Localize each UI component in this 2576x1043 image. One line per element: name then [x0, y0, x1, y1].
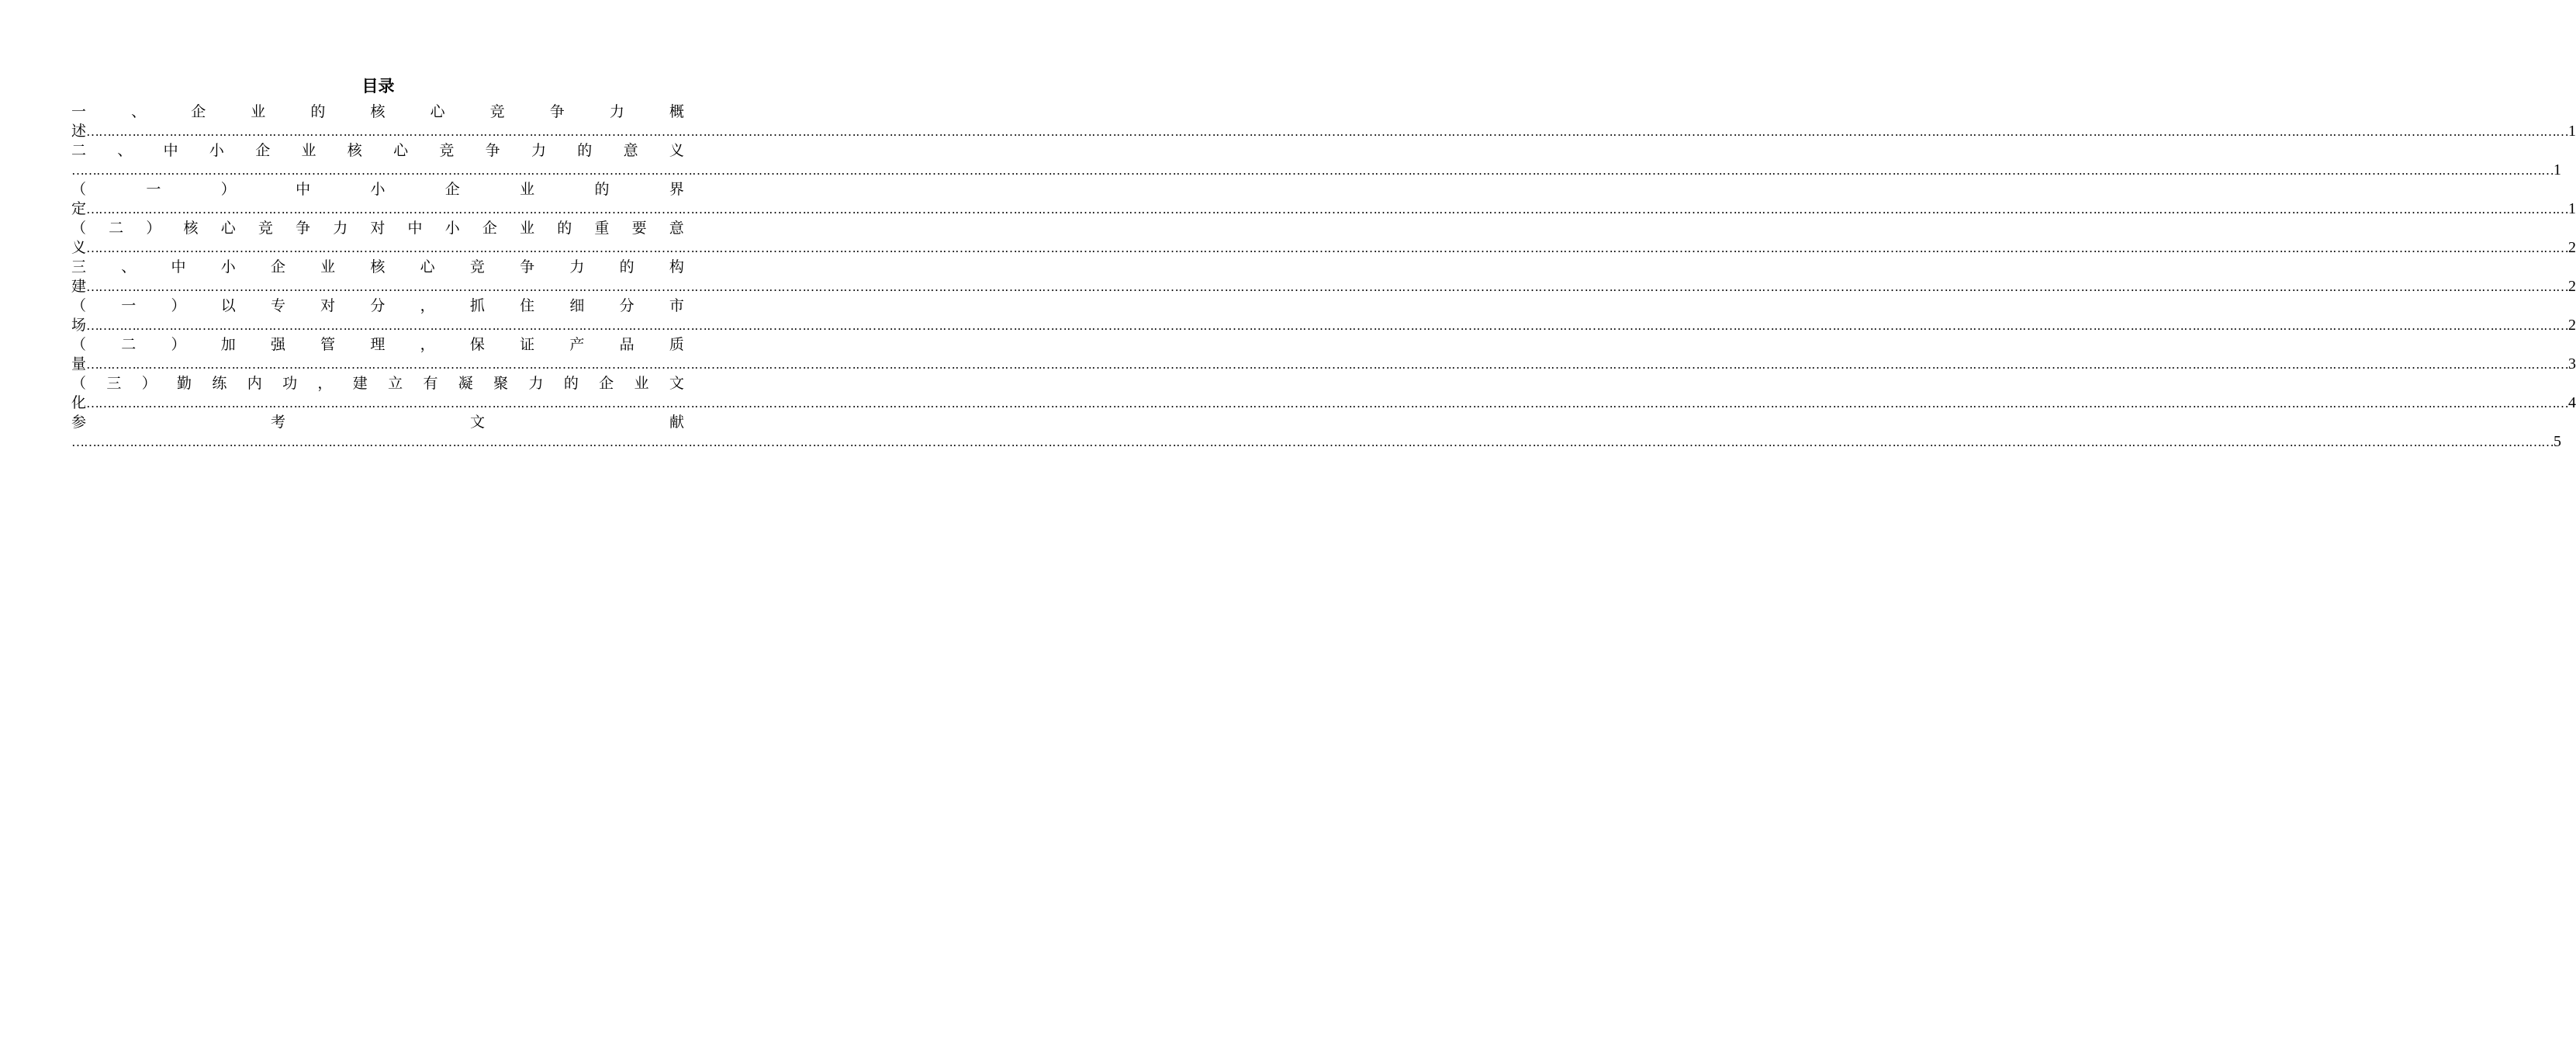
toc-heading-char: ， — [420, 297, 435, 314]
toc-heading-char: 力 — [528, 375, 544, 392]
toc-entry-heading — [71, 374, 684, 393]
toc-heading-char: 立 — [388, 375, 403, 392]
toc-heading-char: 质 — [669, 336, 684, 353]
toc-heading-char: 心 — [220, 220, 236, 237]
toc-heading-char: 的 — [577, 142, 593, 159]
toc-heading-char: 对 — [320, 297, 336, 314]
toc-heading-char: 的 — [563, 375, 579, 392]
toc-entry-leader-line — [71, 199, 2576, 219]
toc-page-number: 4 — [2568, 394, 2576, 411]
toc-heading-char: 有 — [423, 375, 438, 392]
toc-heading-char: 意 — [623, 142, 638, 159]
toc-heading-char: 考 — [270, 414, 285, 431]
toc-entry[interactable] — [71, 413, 2561, 452]
dot-leader: …………………………………………………………………………………………………………………………………………………………………………………………………………………………………………………………………………………………………………………………………………………………………………………………………………………………………………………………………………………………………………………………………………………… — [86, 396, 2569, 411]
toc-heading-char: 产 — [569, 336, 585, 353]
toc-entry-heading — [71, 219, 684, 238]
toc-heading-char: ） — [171, 336, 186, 353]
toc-entry-leader-line — [71, 355, 2576, 374]
toc-entry-leader-line — [71, 238, 2576, 258]
toc-heading-char: （ — [71, 336, 87, 353]
toc-heading-char: （ — [71, 181, 87, 198]
toc-heading-char: 品 — [619, 336, 634, 353]
toc-heading-char: 功 — [282, 375, 298, 392]
toc-heading-char: （ — [71, 297, 87, 314]
toc-entry-leader-line — [71, 432, 2561, 452]
toc-entry-heading — [71, 296, 684, 316]
toc-heading-char: （ — [71, 375, 87, 392]
toc-heading-char: 力 — [333, 220, 348, 237]
toc-heading-continuation: 化 — [71, 394, 87, 411]
dot-leader: …………………………………………………………………………………………………………………………………………………………………………………………………………………………………………………………………………………………………………………………………………………………………………………………………………………………………………………………………………………………………………………………………………………… — [86, 241, 2569, 255]
toc-heading-char: 业 — [320, 258, 336, 275]
toc-heading-char: 勤 — [177, 375, 192, 392]
toc-heading-char: 竞 — [439, 142, 455, 159]
toc-heading-char: 企 — [482, 220, 497, 237]
toc-entry[interactable] — [71, 374, 2576, 413]
toc-heading-char: 竞 — [469, 258, 485, 275]
toc-heading-char: 一 — [121, 297, 137, 314]
toc-heading-char: 二 — [71, 142, 87, 159]
toc-page-number: 1 — [2568, 200, 2576, 217]
toc-heading-continuation: 述 — [71, 123, 87, 140]
toc-heading-char: 业 — [520, 181, 535, 198]
dot-leader: …………………………………………………………………………………………………………………………………………………………………………………………………………………………………………………………………………………………………………………………………………………………………………………………………………………………………………………………………………………………………………………………………………………… — [86, 202, 2569, 217]
toc-heading-char: 义 — [669, 142, 684, 159]
toc-heading-char: 小 — [444, 220, 460, 237]
toc-heading-char: 理 — [370, 336, 386, 353]
toc-heading-char: 竞 — [258, 220, 273, 237]
dot-leader: …………………………………………………………………………………………………………………………………………………………………………………………………………………………………………………………………………………………………………………………………………………………………………………………………………………………………………………………………………………………………………………………………………………… — [86, 279, 2569, 294]
toc-heading-char: ） — [220, 181, 236, 198]
toc-heading-char: 业 — [634, 375, 649, 392]
toc-title: 目录 — [361, 77, 395, 95]
toc-heading-char: 界 — [669, 181, 684, 198]
toc-entry-heading — [71, 413, 684, 432]
toc-heading-char: 心 — [393, 142, 409, 159]
toc-heading-char: 的 — [310, 103, 326, 120]
toc-heading-char: 保 — [469, 336, 485, 353]
toc-heading-char: 管 — [320, 336, 336, 353]
toc-entry-leader-line — [71, 316, 2576, 335]
toc-heading-char: 争 — [485, 142, 500, 159]
toc-heading-char: 中 — [407, 220, 423, 237]
dot-leader: …………………………………………………………………………………………………………………………………………………………………………………………………………………………………………………………………………………………………………………………………………………………………………………………………………………………………………………………………………………………………………………………………………………… — [71, 435, 2554, 449]
toc-heading-char: 以 — [220, 297, 236, 314]
toc-heading-char: 、 — [131, 103, 147, 120]
toc-heading-char: 分 — [619, 297, 634, 314]
toc-entry[interactable] — [71, 258, 2576, 296]
dot-leader: …………………………………………………………………………………………………………………………………………………………………………………………………………………………………………………………………………………………………………………………………………………………………………………………………………………………………………………………………………………………………………………………………………………… — [86, 124, 2569, 139]
toc-heading-char: 构 — [669, 258, 684, 275]
toc-heading-char: 核 — [347, 142, 362, 159]
toc-entry[interactable] — [71, 296, 2576, 335]
toc-heading-char: 核 — [183, 220, 199, 237]
toc-heading-char: ） — [146, 220, 161, 237]
dot-leader: …………………………………………………………………………………………………………………………………………………………………………………………………………………………………………………………………………………………………………………………………………………………………………………………………………………………………………………………………………………………………………………………………………………… — [86, 357, 2569, 372]
toc-heading-char: 的 — [557, 220, 572, 237]
toc-page-number: 5 — [2554, 433, 2561, 450]
toc-heading-char: 文 — [469, 414, 485, 431]
toc-heading-char: 二 — [109, 220, 124, 237]
toc-entry-heading — [71, 102, 684, 122]
toc-heading-char: 对 — [370, 220, 386, 237]
toc-entry-heading — [71, 335, 684, 355]
toc-page-number: 1 — [2554, 161, 2561, 178]
toc-heading-char: 争 — [520, 258, 535, 275]
toc-heading-char: 一 — [71, 103, 87, 120]
toc-entry[interactable] — [71, 335, 2576, 374]
toc-entry-leader-line — [71, 277, 2576, 296]
toc-heading-char: 抓 — [469, 297, 485, 314]
toc-heading-char: 、 — [117, 142, 133, 159]
toc-entry-heading — [71, 141, 684, 161]
toc-heading-char: 练 — [212, 375, 227, 392]
toc-heading-continuation: 建 — [71, 278, 87, 295]
toc-heading-char: 强 — [270, 336, 285, 353]
toc-heading-char: ， — [317, 375, 333, 392]
toc-entry[interactable] — [71, 219, 2576, 258]
toc-heading-char: 业 — [520, 220, 535, 237]
toc-heading-char: ） — [171, 297, 186, 314]
toc-heading-char: ， — [420, 336, 435, 353]
toc-page-number: 2 — [2568, 239, 2576, 256]
toc-heading-char: 加 — [220, 336, 236, 353]
toc-heading-continuation: 定 — [71, 200, 87, 217]
toc-heading-char: 三 — [106, 375, 122, 392]
toc-page-number: 2 — [2568, 317, 2576, 334]
toc-heading-char: 中 — [163, 142, 178, 159]
toc-heading-char: 小 — [220, 258, 236, 275]
toc-heading-char: 企 — [270, 258, 285, 275]
toc-entry[interactable] — [71, 141, 2561, 180]
toc-heading-continuation: 义 — [71, 239, 87, 256]
toc-heading-char: 一 — [146, 181, 161, 198]
dot-leader: …………………………………………………………………………………………………………………………………………………………………………………………………………………………………………………………………………………………………………………………………………………………………………………………………………………………………………………………………………………………………………………………………………………… — [86, 318, 2569, 333]
toc-heading-char: 概 — [669, 103, 684, 120]
toc-heading-char: 企 — [191, 103, 206, 120]
toc-heading-char: （ — [71, 220, 87, 237]
toc-heading-char: 竞 — [489, 103, 505, 120]
toc-page-number: 1 — [2568, 123, 2576, 140]
toc-heading-char: 企 — [599, 375, 614, 392]
toc-page-number: 3 — [2568, 355, 2576, 372]
toc-heading-char: 中 — [171, 258, 186, 275]
toc-entry-leader-line — [71, 161, 2561, 180]
toc-heading-char: 住 — [520, 297, 535, 314]
toc-entry[interactable] — [71, 102, 2576, 141]
toc-heading-char: 三 — [71, 258, 87, 275]
toc-heading-char: 意 — [669, 220, 684, 237]
toc-heading-char: 核 — [370, 258, 386, 275]
toc-heading-char: 凝 — [458, 375, 473, 392]
toc-heading-char: 市 — [669, 297, 684, 314]
toc-heading-char: 文 — [669, 375, 684, 392]
toc-heading-char: 企 — [255, 142, 271, 159]
toc-heading-char: 力 — [609, 103, 624, 120]
toc-entry-leader-line — [71, 122, 2576, 141]
toc-heading-char: 细 — [569, 297, 585, 314]
toc-heading-char: 中 — [296, 181, 311, 198]
toc-heading-continuation: 场 — [71, 317, 87, 334]
toc-heading-char: 证 — [520, 336, 535, 353]
toc-heading-char: 业 — [251, 103, 266, 120]
toc-heading-continuation: 量 — [71, 355, 87, 372]
toc-heading-char: 的 — [594, 181, 610, 198]
toc-entry-heading — [71, 180, 684, 199]
toc-heading-char: 内 — [247, 375, 262, 392]
toc-heading-char: 核 — [370, 103, 386, 120]
toc-heading-char: 心 — [430, 103, 445, 120]
toc-heading-char: 专 — [270, 297, 285, 314]
toc-heading-char: 争 — [296, 220, 311, 237]
toc-entry-leader-line — [71, 393, 2576, 413]
toc-heading-char: 参 — [71, 414, 87, 431]
toc-heading-char: 小 — [370, 181, 386, 198]
toc-entry[interactable] — [71, 180, 2576, 219]
toc-heading-char: 建 — [352, 375, 368, 392]
toc-heading-char: 力 — [569, 258, 585, 275]
toc-heading-char: 聚 — [493, 375, 509, 392]
toc-heading-char: 重 — [594, 220, 610, 237]
toc-heading-char: 要 — [631, 220, 647, 237]
dot-leader: …………………………………………………………………………………………………………………………………………………………………………………………………………………………………………………………………………………………………………………………………………………………………………………………………………………………………………………………………………………………………………………………………………………… — [71, 163, 2554, 178]
toc-heading-char: 的 — [619, 258, 634, 275]
toc-heading-char: 二 — [121, 336, 137, 353]
toc-page-number: 2 — [2568, 278, 2576, 295]
toc-heading-char: 心 — [420, 258, 435, 275]
toc-heading-char: 企 — [444, 181, 460, 198]
toc-heading-char: 、 — [121, 258, 137, 275]
toc-heading-char: 业 — [301, 142, 316, 159]
toc-heading-char: ） — [141, 375, 157, 392]
toc-entry-heading — [71, 258, 684, 277]
toc-heading-char: 小 — [209, 142, 224, 159]
toc-heading-char: 分 — [370, 297, 386, 314]
toc-heading-char: 献 — [669, 414, 684, 431]
toc-heading-char: 力 — [531, 142, 546, 159]
table-of-contents — [71, 102, 2576, 452]
toc-heading-char: 争 — [549, 103, 565, 120]
